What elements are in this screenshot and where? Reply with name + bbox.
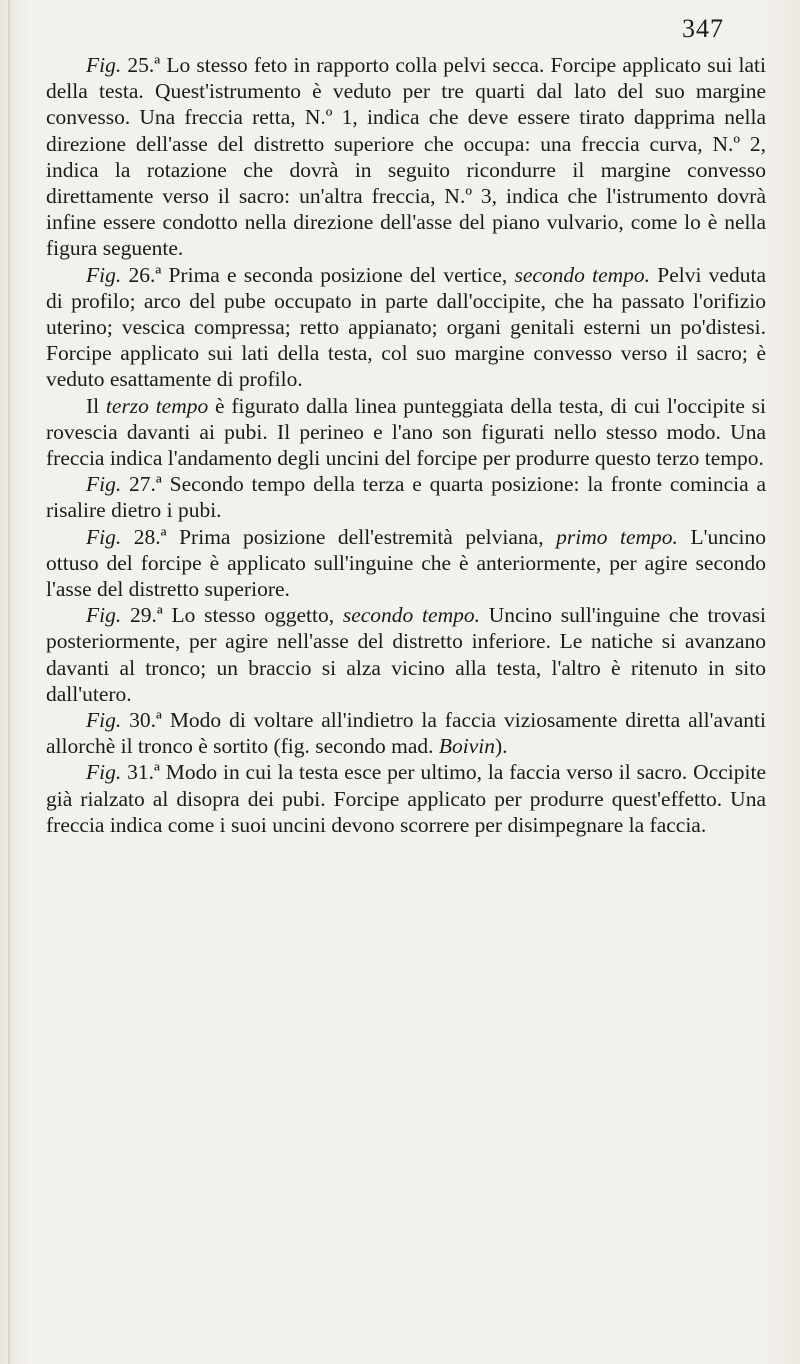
- caption-fig-29: [46, 602, 766, 707]
- caption-fig-27: [46, 471, 766, 523]
- caption-fig-26: [46, 262, 766, 393]
- caption-fig-31: [46, 759, 766, 838]
- caption-tail: L'uncino ottuso del forcipe è applicato sull'inguine che è anteriormente, per agire secondo l'asse del distretto superiore.: [46, 524, 766, 602]
- fig-label: Fig.: [86, 472, 122, 497]
- caption-fig-25: [46, 52, 766, 262]
- caption-italic: secondo tempo.: [514, 262, 651, 287]
- caption-italic: primo tempo.: [556, 524, 678, 549]
- binding-edge: [8, 0, 10, 1364]
- caption-text: 27.ª Secondo tempo della terza e quarta posizione: la fronte comincia a risalire dietro i pubi.: [46, 472, 766, 523]
- fig-label: Fig.: [86, 53, 122, 77]
- fig-label: Fig.: [86, 524, 122, 549]
- caption-italic: Boivin: [438, 734, 495, 759]
- caption-fig-30: [46, 707, 766, 759]
- figure-captions: [46, 52, 766, 838]
- caption-text: 29.ª Lo stesso oggetto,: [121, 603, 343, 628]
- caption-italic: secondo tempo.: [342, 603, 480, 628]
- caption-lead: Il: [86, 393, 106, 418]
- fig-label: Fig.: [86, 708, 122, 733]
- caption-text: 25.ª Lo stesso feto in rapporto colla pelvi secca. Forcipe applicato sui lati della testa. Quest'istrumento è veduto per tre quarti dal lato del suo margine convesso. Una freccia retta, N.º 1, indica che deve essere tirato dapprima nella direzione dell'asse del distretto superiore che occupa: una freccia curva, N.º 2, indica la rotazione che dovrà in seguito ricondurre il margine convesso direttamente verso il sacro: un'altra freccia, N.º 3, indica che l'istrumento dovrà infine essere condotto nella direzione dell'asse del piano vulvario, come lo è nella figura seguente.: [46, 53, 766, 261]
- caption-text: 28.ª Prima posizione dell'estremità pelviana,: [121, 524, 557, 549]
- caption-terzo-tempo: [46, 393, 766, 472]
- caption-text: 30.ª Modo di voltare all'indietro la faccia viziosamente diretta all'avanti allorchè il tronco è sortito (fig. secondo mad.: [46, 708, 766, 759]
- caption-tail: ).: [494, 734, 508, 759]
- caption-text: 26.ª Prima e seconda posizione del vertice,: [121, 262, 515, 287]
- caption-fig-28: [46, 524, 766, 603]
- caption-text: è figurato dalla linea punteggiata della testa, di cui l'occipite si rovescia davanti ai pubi. Il perineo e l'ano son figurati nello stesso modo. Una freccia indica l'andamento degli uncini del forcipe per produrre questo terzo tempo.: [46, 393, 767, 471]
- caption-text: 31.ª Modo in cui la testa esce per ultimo, la faccia verso il sacro. Occipite già rialzato al disopra dei pubi. Forcipe applicato per produrre quest'effetto. Una freccia indica come i suoi uncini devono scorrere per disimpegnare la faccia.: [46, 760, 766, 837]
- fig-label: Fig.: [86, 603, 122, 628]
- caption-tail: Pelvi veduta di profilo; arco del pube occupato in parte dall'occipite, che ha passato l'orifizio uterino; vescica compressa; retto appianato; organi genitali esterni un po'distesi. Forcipe applicato sui lati della testa, col suo margine convesso verso il sacro; è veduto esattamente di profilo.: [46, 262, 766, 392]
- fig-label: Fig.: [86, 760, 122, 785]
- fig-label: Fig.: [86, 262, 122, 287]
- page-number: 347: [682, 14, 724, 43]
- caption-italic: terzo tempo: [105, 393, 209, 418]
- caption-tail: Uncino sull'inguine che trovasi posteriormente, per agire nell'asse del distretto inferiore. Le natiche si avanzano davanti al tronco; un braccio si alza vicino alla testa, l'altro è ritenuto in sito dall'utero.: [46, 603, 766, 706]
